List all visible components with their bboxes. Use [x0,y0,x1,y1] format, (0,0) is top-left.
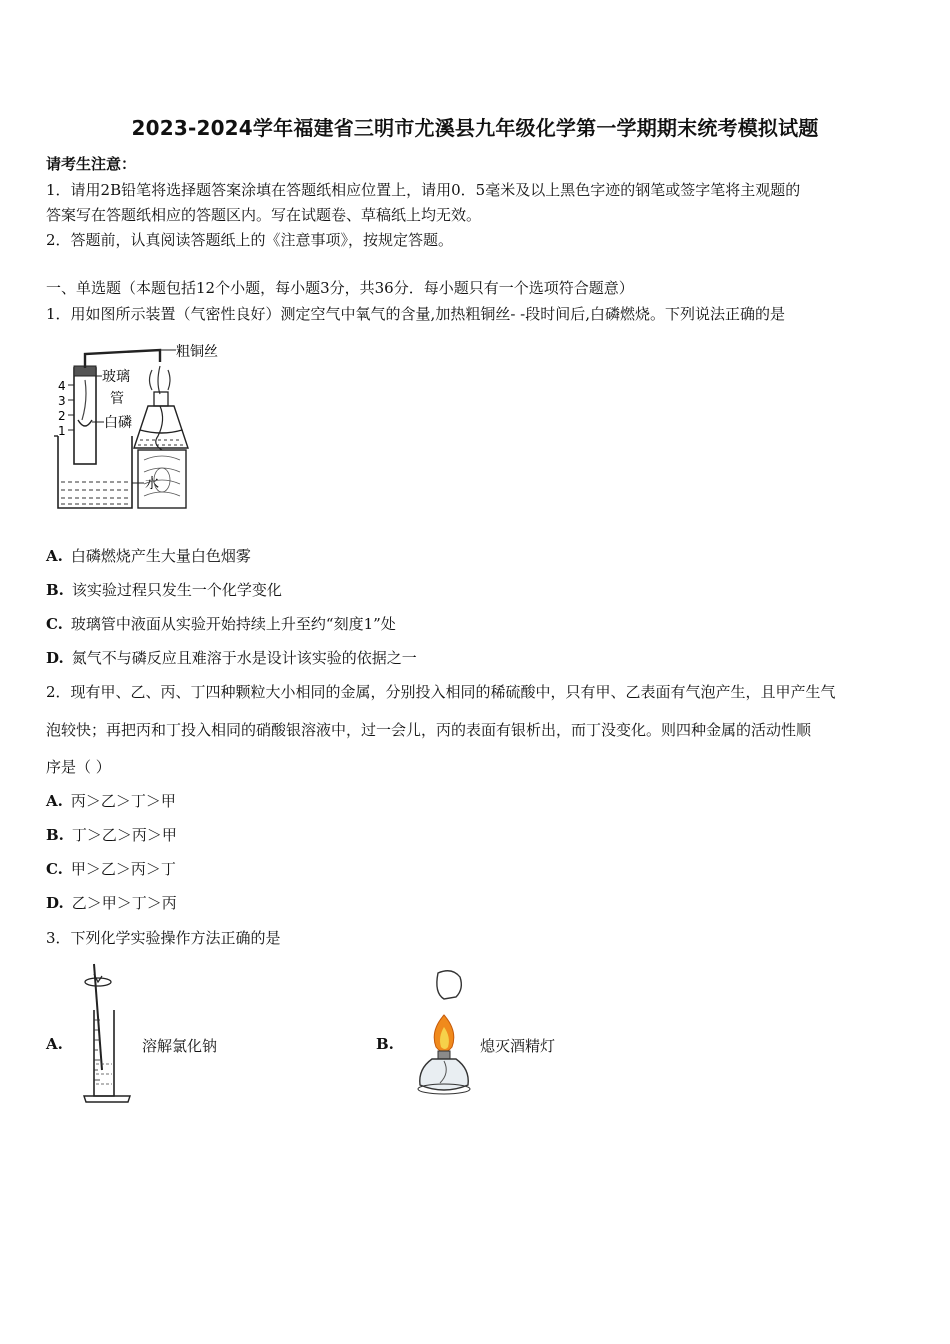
graduated-cylinder-figure [78,960,138,1105]
q3-option-a[interactable] [46,1035,71,1053]
label-water: 水 [145,476,159,492]
scale-1: 1 [58,424,66,438]
option-text: 氮气不与磷反应且难溶于水是设计该实验的依据之一 [71,649,417,667]
scale-4: 4 [58,379,66,393]
oxygen-apparatus-figure [52,340,242,515]
option-text: 玻璃管中液面从实验开始持续上升至约“刻度1”处 [70,615,396,633]
q2-option-c[interactable] [46,858,176,879]
notice-line-2: 答案写在答题纸相应的答题区内。写在试题卷、草稿纸上均无效。 [46,206,482,224]
q1-option-d[interactable] [46,647,417,668]
option-text: 丙＞乙＞丁＞甲 [70,792,176,810]
option-text: 白磷燃烧产生大量白色烟雾 [70,547,251,565]
option-label: C. [46,615,63,633]
option-label: B. [46,581,64,599]
scale-3: 3 [58,394,66,408]
question-1-stem: 1．用如图所示装置（气密性良好）测定空气中氧气的含量,加热粗铜丝- -段时间后,白磷燃烧。下列说法正确的是 [46,305,785,323]
q3-option-b[interactable] [376,1035,402,1053]
question-3-stem: 3．下列化学实验操作方法正确的是 [46,929,281,947]
notice-heading: 请考生注意： [46,155,137,173]
section-heading: 一、单选题（本题包括12个小题，每小题3分，共36分．每小题只有一个选项符合题意） [46,279,634,297]
label-phosphorus: 白磷 [104,415,132,431]
option-label: B. [46,826,64,844]
label-tube: 管 [110,391,124,407]
q1-option-c[interactable] [46,613,396,634]
q2-option-a[interactable] [46,790,176,811]
q3-option-b-text: 熄灭酒精灯 [480,1037,556,1055]
q2-option-d[interactable] [46,892,177,913]
option-text: 丁＞乙＞丙＞甲 [71,826,177,844]
scale-2: 2 [58,409,66,423]
option-text: 甲＞乙＞丙＞丁 [70,860,176,878]
question-2-line-2: 泡较快；再把丙和丁投入相同的硝酸银溶液中，过一会儿，丙的表面有银析出，而丁没变化。则四种金属的活动性顺 [46,721,812,739]
label-copper-wire: 粗铜丝 [176,344,218,360]
notice-line-1: 1．请用2B铅笔将选择题答案涂填在答题纸相应位置上，请用0．5毫米及以上黑色字迹的钢笔或签字笔将主观题的 [46,181,801,199]
label-glass: 玻璃 [102,369,130,385]
option-label: D. [46,649,64,667]
option-label: D. [46,894,64,912]
q3-option-a-text: 溶解氯化钠 [142,1037,218,1055]
q1-option-b[interactable] [46,579,282,600]
notice-line-3: 2．答题前，认真阅读答题纸上的《注意事项》，按规定答题。 [46,231,454,249]
q2-option-b[interactable] [46,824,177,845]
option-label: A. [46,1035,63,1053]
page-title: 2023-2024学年福建省三明市尤溪县九年级化学第一学期期末统考模拟试题 [131,116,819,140]
option-label: A. [46,547,63,565]
option-text: 该实验过程只发生一个化学变化 [71,581,282,599]
question-2-line-1: 2．现有甲、乙、丙、丁四种颗粒大小相同的金属，分别投入相同的稀硫酸中，只有甲、乙表面有气泡产生，且甲产生气 [46,683,836,701]
option-label: B. [376,1035,394,1053]
alcohol-lamp-figure [408,965,478,1105]
option-text: 乙＞甲＞丁＞丙 [71,894,177,912]
option-label: C. [46,860,63,878]
option-label: A. [46,792,63,810]
question-2-line-3: 序是（ ） [46,758,111,776]
q1-option-a[interactable] [46,545,251,566]
